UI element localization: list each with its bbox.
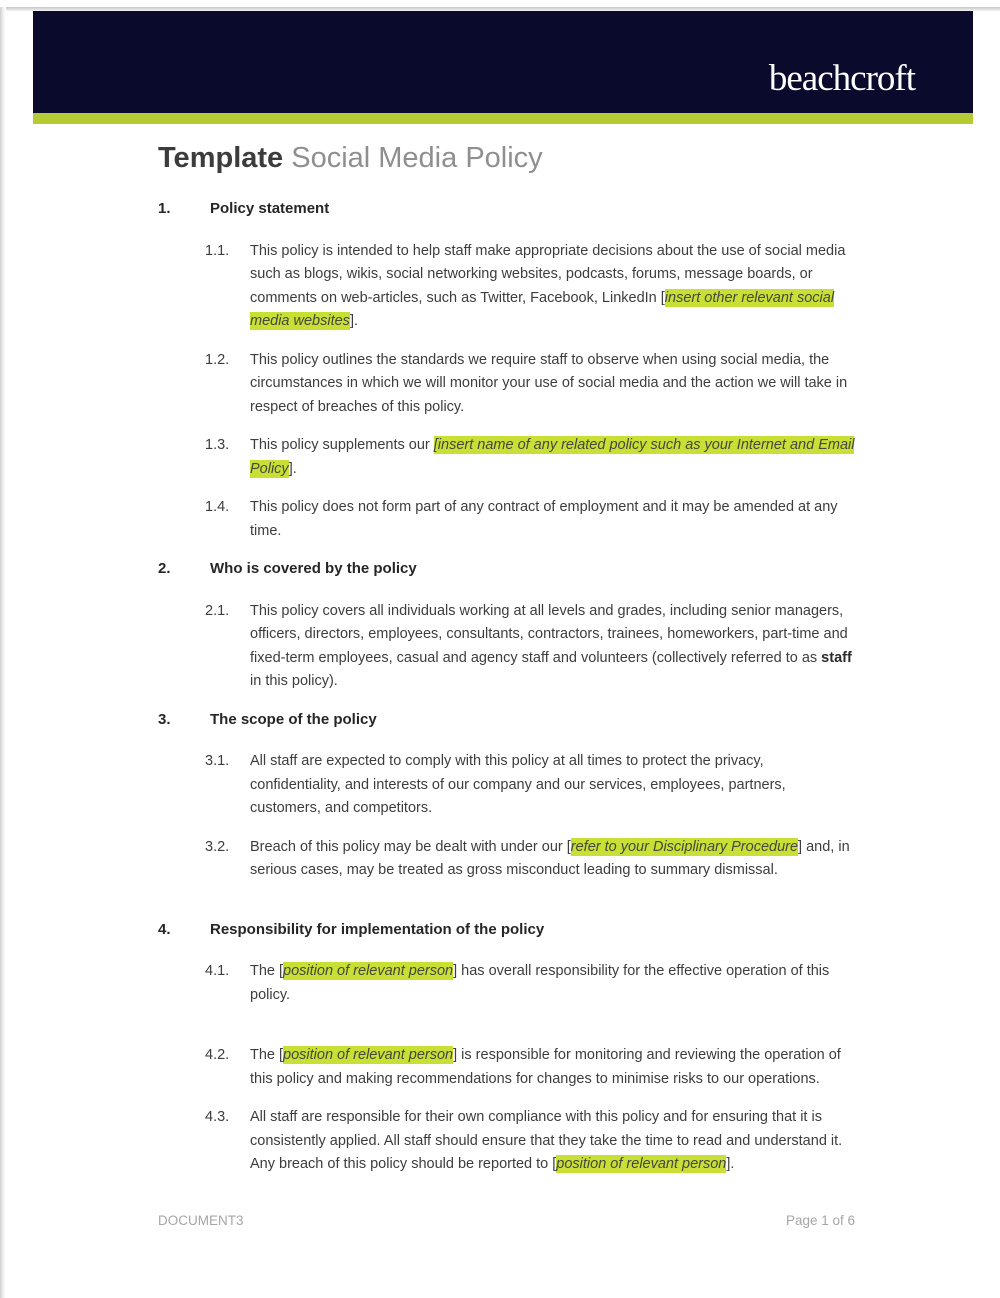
highlighted-placeholder-text: refer to your Disciplinary Procedure	[570, 838, 799, 855]
item-number: 1.3.	[205, 437, 230, 454]
section-heading	[158, 559, 855, 579]
item-number: 1.2.	[205, 351, 230, 368]
text-segment: ].	[349, 313, 358, 330]
highlighted-placeholder-text: insert other relevant social media websites	[250, 289, 835, 330]
document-page	[0, 124, 1000, 1177]
item-number: 2.1.	[205, 602, 230, 619]
highlighted-placeholder-text: position of relevant person	[283, 1047, 454, 1064]
page-left-edge	[0, 7, 6, 1298]
highlighted-placeholder-text: position of relevant person	[556, 1156, 727, 1173]
text-segment: ].	[288, 460, 297, 477]
text-segment: This policy supplements our	[250, 437, 434, 454]
text-segment: ] and, in serious cases, may be treated as gross misconduct leading to summary dismissal.	[250, 838, 850, 879]
list-item	[158, 496, 855, 543]
item-number: 3.2.	[205, 838, 230, 855]
item-number: 4.2.	[205, 1047, 230, 1064]
section-number: 4.	[158, 920, 171, 938]
page-top-edge	[0, 7, 1000, 11]
text-segment: The [	[250, 1047, 284, 1064]
highlighted-placeholder-text: position of relevant person	[283, 963, 454, 980]
list-item	[158, 960, 855, 1007]
item-text	[250, 1106, 855, 1177]
document-body	[158, 199, 855, 1177]
text-segment: ] has overall responsibility for the effective operation of this policy.	[250, 963, 830, 1003]
item-number: 4.3.	[205, 1109, 230, 1126]
item-text	[250, 434, 855, 481]
text-segment: in this policy).	[250, 673, 338, 690]
text-segment: ] is responsible for monitoring and reviewing the operation of this policy and making recommendations for changes to minimise risks to our operations.	[250, 1047, 841, 1087]
header-banner	[33, 7, 973, 113]
item-number: 1.1.	[205, 242, 230, 259]
item-number: 4.1.	[205, 963, 230, 980]
text-segment: This policy outlines the standards we require staff to observe when using social media, the circumstances in which we will monitor your use of social media and the action we will take in respect of breaches of this policy.	[250, 351, 848, 415]
page-title-bold: Template	[158, 142, 284, 174]
item-text	[250, 960, 855, 1007]
list-item	[158, 1044, 855, 1091]
section-heading-text: The scope of the policy	[210, 710, 377, 728]
list-item	[158, 240, 855, 334]
list-item	[158, 600, 855, 694]
section-heading-text: Who is covered by the policy	[210, 560, 417, 578]
bold-text-segment: staff	[821, 649, 852, 666]
item-text	[250, 1044, 855, 1091]
item-text	[250, 496, 855, 543]
accent-stripe	[33, 113, 973, 124]
policy-section	[158, 199, 855, 543]
footer-document-name: DOCUMENT3	[158, 1213, 244, 1228]
text-segment: All staff are responsible for their own compliance with this policy and for ensuring that it is consistently applied. All staff should ensure that they take the time to read and understand it. Any breach of this policy should be reported to [	[250, 1109, 843, 1173]
section-heading	[158, 920, 855, 940]
list-item	[158, 1106, 855, 1177]
footer-page-number: Page 1 of 6	[785, 1213, 855, 1228]
brand-logo: beachcroft	[768, 58, 915, 99]
section-heading	[158, 710, 855, 730]
section-heading-text: Responsibility for implementation of the policy	[210, 920, 545, 938]
policy-section	[158, 920, 855, 1177]
item-number: 1.4.	[205, 499, 230, 516]
item-text	[250, 349, 855, 420]
policy-section	[158, 559, 855, 694]
page-title-rest: Social Media Policy	[283, 142, 543, 174]
page-title	[158, 142, 855, 175]
section-heading	[158, 199, 855, 219]
list-item	[158, 349, 855, 420]
item-text	[250, 836, 855, 883]
item-text	[250, 600, 855, 694]
item-text	[250, 750, 855, 821]
section-heading-text: Policy statement	[210, 200, 330, 218]
list-item	[158, 750, 855, 821]
highlighted-placeholder-text: [insert name of any related policy such as your Internet and Email Policy	[250, 437, 855, 477]
list-item	[158, 836, 855, 883]
text-segment: All staff are expected to comply with this policy at all times to protect the privacy, confidentiality, and interests of our company and our services, employees, partners, customers, and competitors.	[250, 753, 786, 817]
list-item	[158, 434, 855, 481]
policy-section	[158, 710, 855, 883]
text-segment: This policy is intended to help staff make appropriate decisions about the use of social media such as blogs, wikis, social networking websites, podcasts, forums, message boards, or comments on web-articles, such as Twitter, Facebook, LinkedIn [	[250, 242, 846, 306]
item-number: 3.1.	[205, 753, 230, 770]
text-segment: ].	[726, 1156, 735, 1173]
section-number: 1.	[158, 200, 171, 218]
text-segment: The [	[250, 963, 284, 980]
text-segment: This policy covers all individuals working at all levels and grades, including senior managers, officers, directors, employees, consultants, contractors, trainees, homeworkers, part-time and fixed-term employees, casual and agency staff and volunteers (collectively referred to as	[250, 602, 848, 666]
page-footer	[158, 1213, 855, 1228]
item-text	[250, 240, 855, 334]
text-segment: Breach of this policy may be dealt with under our [	[250, 838, 571, 855]
section-number: 3.	[158, 710, 171, 728]
section-number: 2.	[158, 560, 171, 578]
text-segment: This policy does not form part of any contract of employment and it may be amended at any time.	[250, 499, 838, 539]
